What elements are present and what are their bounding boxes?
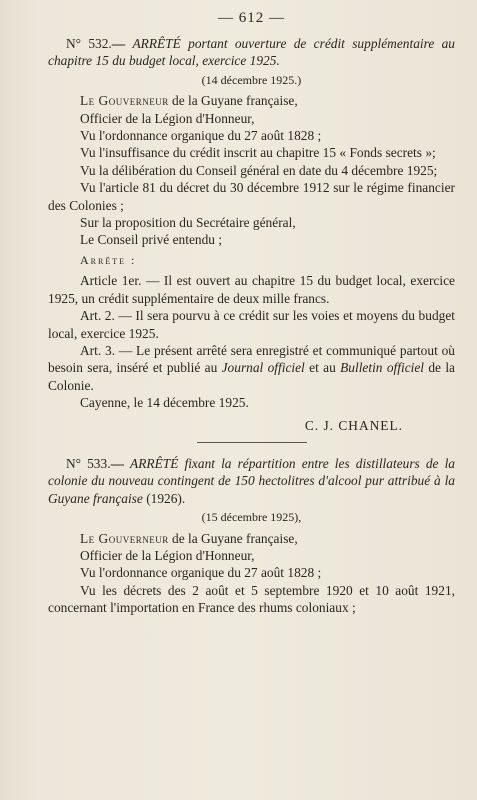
art3-text-b: et au	[304, 360, 341, 376]
decree-533	[48, 455, 455, 617]
decree-532-officier: Officier de la Légion d'Honneur,	[80, 110, 255, 126]
decree-533-number: N° 533.	[66, 455, 111, 471]
gouverneur-label-2: Le Gouverneur	[80, 530, 169, 546]
gouverneur-rest: de la Guyane française,	[168, 93, 298, 109]
decree-532-vu-2: Vu l'insuffisance du crédit inscrit au chapitre 15 « Fonds secrets »;	[80, 145, 436, 161]
art3-text-c: de la Colonie.	[48, 360, 455, 393]
decree-533-officier: Officier de la Légion d'Honneur,	[80, 547, 255, 563]
decree-532	[48, 35, 455, 434]
section-divider	[197, 442, 307, 443]
decree-532-sur: Sur la proposition du Secrétaire général,	[80, 215, 296, 231]
decree-532-article-1: Article 1er. — Il est ouvert au chapitre 15 du budget local, exercice 1925, un crédit supplémentaire de deux mille francs.	[48, 273, 455, 306]
gouverneur-label: Le Gouverneur	[80, 93, 169, 109]
decree-533-title-year: (1926).	[146, 490, 186, 506]
decree-532-vu-4: Vu l'article 81 du décret du 30 décembre 1912 sur le régime financier des Colonies ;	[48, 180, 455, 213]
decree-532-conseil: Le Conseil privé entendu ;	[80, 232, 223, 248]
decree-532-signature: C. J. CHANEL.	[304, 417, 403, 433]
art3-text-a: Art. 3. — Le présent arrêté sera enregistré et communiqué partout où besoin sera, inséré et publié au	[48, 342, 455, 376]
decree-532-dash: —	[111, 36, 126, 51]
gouverneur-rest-2: de la Guyane française,	[168, 530, 298, 546]
decree-533-heading	[48, 455, 455, 507]
decree-533-vu-2: Vu les décrets des 2 août et 5 septembre 1920 et 10 août 1921, concernant l'importation en France des rhums coloniaux ;	[48, 582, 455, 616]
decree-532-vu-1: Vu l'ordonnance organique du 27 août 1828 ;	[80, 128, 322, 144]
decree-532-place-date: Cayenne, le 14 décembre 1925.	[80, 395, 249, 411]
decree-533-dash: —	[110, 455, 124, 471]
art3-bulletin: Bulletin officiel	[340, 360, 425, 376]
art3-journal: Journal officiel	[221, 360, 305, 376]
decree-532-number: N° 532.	[66, 36, 112, 51]
decree-533-title: ARRÊTÉ fixant la répartition entre les distillateurs de la colonie du nouveau contingent de 150 hectolitres d'alcool pur attribué à la Guyane française	[48, 455, 455, 506]
decree-533-gouverneur	[48, 530, 455, 547]
page-number: — 612 —	[218, 10, 285, 26]
decree-532-gouverneur	[48, 92, 455, 109]
decree-532-vu-3: Vu la délibération du Conseil général en date du 4 décembre 1925;	[80, 162, 438, 178]
decree-532-article-2: Art. 2. — Il sera pourvu à ce crédit sur les voies et moyens du budget local, exercice 1925.	[48, 308, 455, 341]
decree-532-date: (14 décembre 1925.)	[201, 72, 302, 87]
decree-532-heading	[48, 35, 455, 70]
decree-532-arrete-label: Arrête :	[80, 252, 137, 267]
decree-533-vu-1: Vu l'ordonnance organique du 27 août 1828 ;	[80, 565, 322, 581]
decree-532-title: ARRÊTÉ portant ouverture de crédit supplémentaire au chapitre 15 du budget local, exercice 1925.	[48, 36, 455, 69]
decree-532-article-3	[48, 342, 455, 394]
decree-533-date: (15 décembre 1925),	[201, 510, 302, 525]
